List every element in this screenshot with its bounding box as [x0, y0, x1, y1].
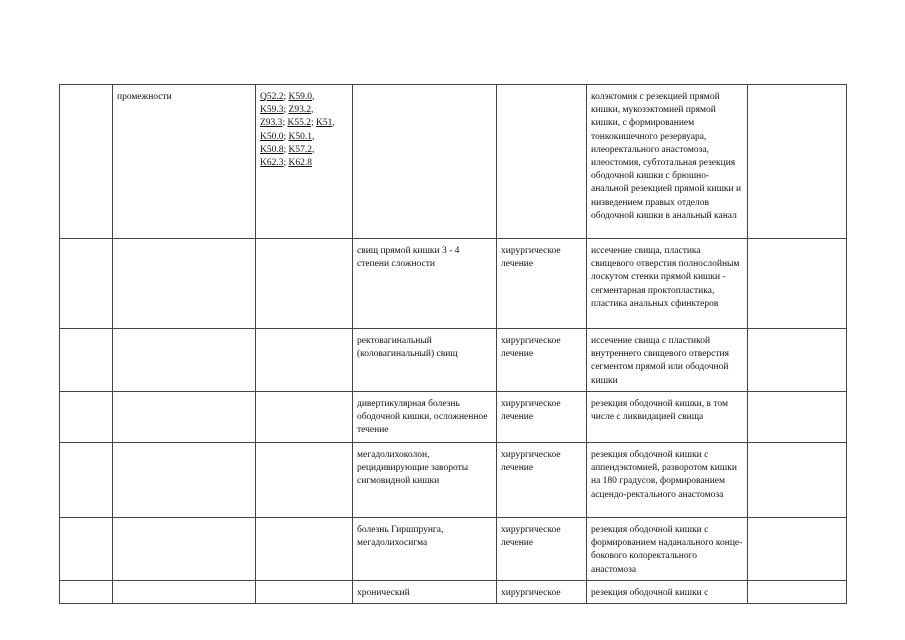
- cell-number: [60, 518, 113, 581]
- table-row: [60, 518, 847, 581]
- cell-profile: [113, 518, 256, 581]
- cell-disease: [353, 239, 497, 329]
- cell-number: [60, 581, 113, 604]
- cell-method: [587, 85, 748, 239]
- cell-profile: [113, 443, 256, 518]
- icd-code-link[interactable]: K62.8: [288, 158, 313, 169]
- cell-cost: [748, 85, 847, 239]
- cell-method: [587, 329, 748, 392]
- cell-treatment: [497, 239, 587, 329]
- disease-text: ректовагинальный (коловагинальный) свищ: [357, 336, 458, 360]
- cell-icd-codes: [256, 518, 353, 581]
- table-row: [60, 85, 847, 239]
- cell-disease: [353, 392, 497, 443]
- icd-code-link[interactable]: K50.1: [288, 131, 313, 142]
- cell-icd-codes: Q52.2; K59.0, K59.3; Z93.2, Z93.3; K55.2; K51, K50.0; K50.1, K50.8; K57.2, K62.3; K62.8: [256, 85, 353, 239]
- treatment-text: хирургическое лечение: [501, 336, 561, 360]
- cell-method: [587, 443, 748, 518]
- icd-code-link[interactable]: K51: [315, 118, 333, 129]
- disease-text: мегадолихоколон, рецидивирующие завороты сигмовидной кишки: [357, 450, 469, 487]
- cell-profile: [113, 392, 256, 443]
- cell-cost: [748, 581, 847, 604]
- cell-cost: [748, 392, 847, 443]
- table-row: [60, 392, 847, 443]
- cell-cost: [748, 518, 847, 581]
- method-text: колэктомия с резекцией прямой кишки, мукозэктомией прямой кишки, с формированием тонкокишечного резервуара, илеоректального анастомоза, илеостомия, субтотальная резекция ободочной кишки с брюшно-анальной резекцией прямой кишки и низведением правых отделов ободочной кишки в анальный канал: [591, 92, 742, 221]
- cell-method: [587, 392, 748, 443]
- cell-number: [60, 392, 113, 443]
- cell-icd-codes: [256, 581, 353, 604]
- cell-treatment: [497, 581, 587, 604]
- cell-treatment: [497, 443, 587, 518]
- cell-icd-codes: [256, 392, 353, 443]
- method-text: резекция ободочной кишки с аппендэктомией, разворотом кишки на 180 градусов, формированием асцендо-ректального анастомоза: [591, 450, 737, 500]
- cell-icd-codes: [256, 329, 353, 392]
- disease-text: свищ прямой кишки 3 - 4 степени сложности: [357, 246, 460, 270]
- icd-code-link[interactable]: Z93.2: [288, 105, 311, 116]
- icd-code-link[interactable]: K59.3: [260, 105, 284, 116]
- cell-treatment: [497, 518, 587, 581]
- cell-disease: [353, 581, 497, 604]
- cell-profile: [113, 581, 256, 604]
- method-text: иссечение свища, пластика свищевого отверстия полнослойным лоскутом стенки прямой кишки - сегментарная проктопластика, пластика анальных сфинктеров: [591, 246, 740, 309]
- cell-number: [60, 239, 113, 329]
- icd-code-link[interactable]: Q52.2: [260, 92, 284, 102]
- cell-disease: [353, 329, 497, 392]
- icd-code-link[interactable]: K50.0: [260, 131, 284, 142]
- table-row: [60, 443, 847, 518]
- profile-text: промежности: [117, 92, 172, 102]
- cell-cost: [748, 329, 847, 392]
- treatment-text: хирургическое лечение: [501, 246, 561, 270]
- cell-method: [587, 581, 748, 604]
- cell-method: [587, 239, 748, 329]
- table-row: [60, 239, 847, 329]
- table-row: [60, 329, 847, 392]
- cell-disease: [353, 443, 497, 518]
- treatment-text: хирургическое лечение: [501, 525, 561, 549]
- cell-number: [60, 329, 113, 392]
- icd-code-link[interactable]: K62.3: [260, 158, 284, 169]
- method-text: резекция ободочной кишки, в том числе с ликвидацией свища: [591, 399, 728, 423]
- cell-profile: [113, 239, 256, 329]
- treatment-text: хирургическое лечение: [501, 399, 561, 423]
- icd-code-link[interactable]: K55.2: [287, 118, 311, 129]
- cell-disease: [353, 85, 497, 239]
- cell-cost: [748, 443, 847, 518]
- disease-text: болезнь Гиршпрунга, мегадолихосигма: [357, 525, 444, 549]
- cell-profile: [113, 329, 256, 392]
- disease-text: хронический: [357, 588, 410, 598]
- cell-number: [60, 443, 113, 518]
- method-text: иссечение свища с пластикой внутреннего свищевого отверстия сегментом прямой или ободочной кишки: [591, 336, 729, 386]
- treatment-text: хирургическое лечение: [501, 450, 561, 474]
- cell-cost: [748, 239, 847, 329]
- method-text: резекция ободочной кишки с формированием наданального конце-бокового колоректального анастомоза: [591, 525, 743, 575]
- cell-icd-codes: [256, 239, 353, 329]
- medical-procedures-table: [59, 84, 847, 604]
- icd-code-link[interactable]: K57.2: [288, 144, 313, 155]
- icd-code-link[interactable]: K50.8: [260, 144, 284, 155]
- cell-number: [60, 85, 113, 239]
- cell-disease: [353, 518, 497, 581]
- cell-treatment: [497, 329, 587, 392]
- treatment-text: хирургическое: [501, 588, 561, 598]
- method-text: резекция ободочной кишки с: [591, 588, 709, 598]
- cell-method: [587, 518, 748, 581]
- cell-profile: [113, 85, 256, 239]
- table-row: [60, 581, 847, 604]
- icd-code-link[interactable]: Z93.3: [260, 118, 283, 129]
- icd-code-link[interactable]: K59.0: [288, 92, 313, 102]
- disease-text: дивертикулярная болезнь ободочной кишки, осложненное течение: [357, 399, 488, 436]
- cell-icd-codes: [256, 443, 353, 518]
- cell-treatment: [497, 392, 587, 443]
- cell-treatment: [497, 85, 587, 239]
